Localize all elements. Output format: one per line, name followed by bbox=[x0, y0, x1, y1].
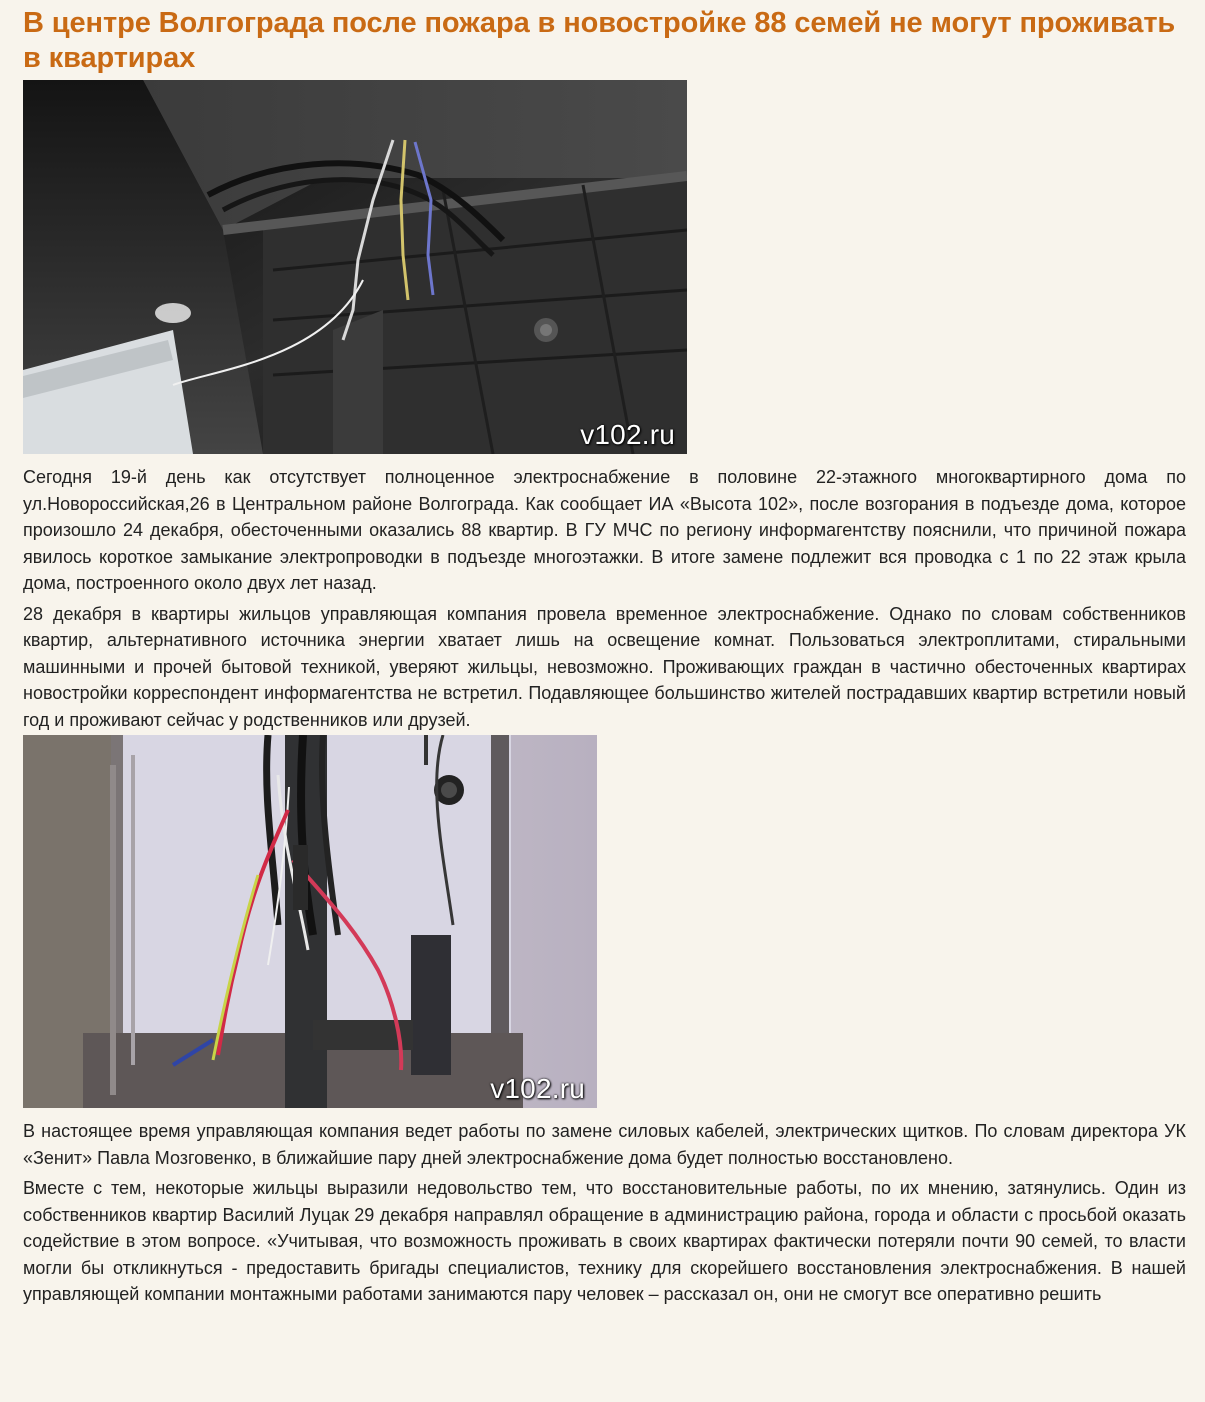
burned-ceiling-wires-photo bbox=[23, 80, 687, 454]
electrical-panel-photo bbox=[23, 735, 597, 1108]
article-paragraph-1: Сегодня 19-й день как отсутствует полноценное электроснабжение в половине 22-этажного многоквартирного дома по ул.Новороссийская,26 в Центральном районе Волгограда. Как сообщает ИА «Высота 102», после возгорания в подъезде дома, которое произошло 24 декабря, обесточенными оказались 88 квартир. В ГУ МЧС по региону информагентству пояснили, что причиной пожара явилось короткое замыкание электропроводки в подъезде многоэтажки. В итоге замене подлежит вся проводка с 1 по 22 этаж крыла дома, построенного около двух лет назад. bbox=[23, 467, 1186, 593]
article bbox=[23, 6, 1186, 1310]
photo-watermark: v102.ru bbox=[490, 1073, 585, 1104]
electrical-panel-picture bbox=[23, 735, 597, 1108]
article-paragraph-4: Вместе с тем, некоторые жильцы выразили недовольство тем, что восстановительные работы, по их мнению, затянулись. Один из собственников квартир Василий Луцак 29 декабря направлял обращение в администрацию района, города и области с просьбой оказать содействие в этом вопросе. «Учитывая, что возможность проживать в своих квартирах фактически потеряли почти 90 семей, то власти могли бы откликнуться - предоставить бригады специалистов, технику для скорейшего восстановления электроснабжения. В нашей управляющей компании монтажными работами занимаются пару человек – рассказал он, они не смогут все оперативно решить bbox=[23, 1178, 1186, 1304]
photo-watermark: v102.ru bbox=[580, 419, 675, 450]
article-paragraph-2: 28 декабря в квартиры жильцов управляющая компания провела временное электроснабжение. Однако по словам собственников квартир, альтернативного источника энергии хватает лишь на освещение комнат. Пользоваться электроплитами, стиральными машинными и прочей бытовой техникой, уверяют жильцы, невозможно. Проживающих граждан в частично обесточенных квартирах новостройки корреспондент информагентства не встретил. Подавляющее большинство жителей пострадавших квартир встретили новый год и проживают сейчас у родственников или друзей. bbox=[23, 603, 1186, 730]
burned-ceiling-wires-picture bbox=[23, 80, 687, 454]
article-title: В центре Волгограда после пожара в новостройке 88 семей не могут проживать в квартирах bbox=[23, 7, 1176, 74]
article-paragraph-3: В настоящее время управляющая компания ведет работы по замене силовых кабелей, электрических щитков. По словам директора УК «Зенит» Павла Мозговенко, в ближайшие пару дней электроснабжение дома будет полностью восстановлено. bbox=[23, 1121, 1186, 1168]
